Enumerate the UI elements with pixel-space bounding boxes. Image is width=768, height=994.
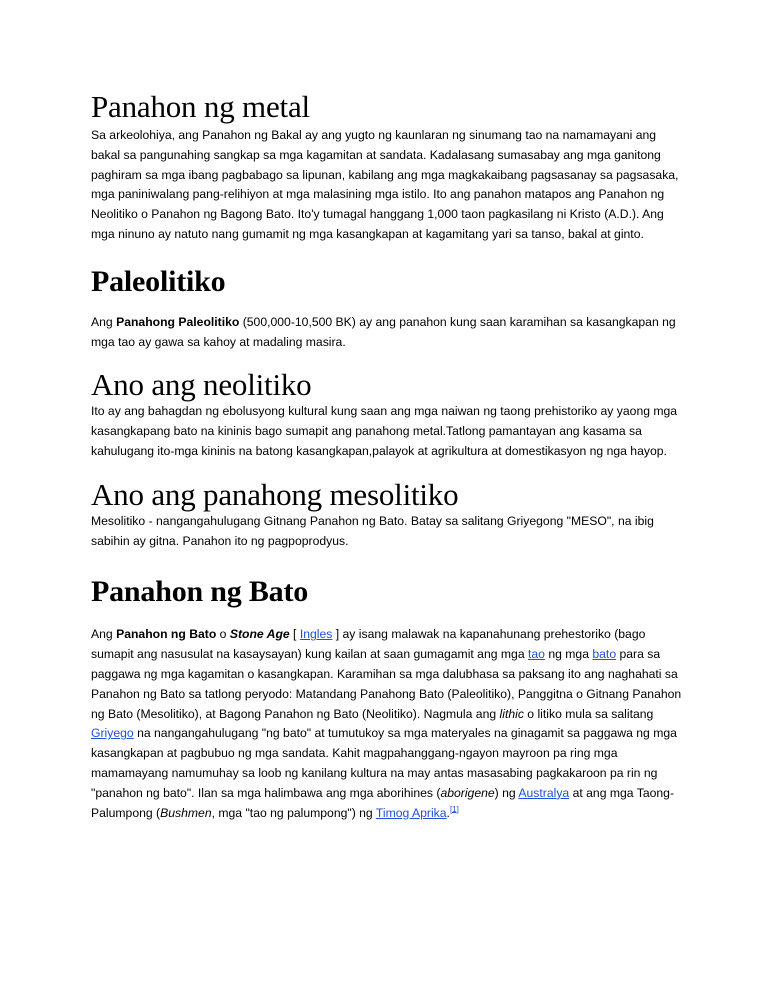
link-tao[interactable]: tao xyxy=(527,647,545,662)
text-span: . xyxy=(446,805,450,820)
paragraph-neolitiko: Ito ay ang bahagdan ng ebolusyong kultural kung saan ang mga naiwan ng taong prehistoriko ay yaong mga kasangkapang bato na kininis bago sumapit ang panahong metal.Tatlong pamantayan ang kasama sa kahulugang ito-mga kininis na batong kasangkapan,palayok at agrikultura at domestikasyon ng nga hayop. xyxy=(91,404,678,458)
bold-term-panahong-paleolitiko: Panahong Paleolitiko xyxy=(116,314,240,329)
text-span: ) ng xyxy=(494,785,519,800)
document-page xyxy=(91,88,685,823)
heading-ano-ang-panahong-mesolitiko: Ano ang panahong mesolitiko xyxy=(91,476,459,512)
paragraph-panahon-ng-bato xyxy=(91,625,685,823)
link-bato[interactable]: bato xyxy=(592,647,617,662)
text-span: ] ay isang malawak na kapanahunang prehestoriko (bago sumapit ang nasusulat na kasaysayan) kung kailan at saan gumagamit ang mga xyxy=(91,627,646,662)
text-span: Ang xyxy=(91,627,117,642)
heading-paleolitiko: Paleolitiko xyxy=(91,264,226,298)
bold-italic-stone-age: Stone Age xyxy=(229,627,290,642)
italic-aborigene: aborigene xyxy=(440,785,495,800)
paragraph-paleolitiko xyxy=(91,313,685,353)
text-span: at ang mga Taong-Palumpong ( xyxy=(91,785,674,820)
link-griyego[interactable]: Griyego xyxy=(91,726,134,741)
link-ingles[interactable]: Ingles xyxy=(299,627,333,642)
heading-panahon-ng-metal: Panahon ng metal xyxy=(91,89,310,124)
bold-term-panahon-ng-bato: Panahon ng Bato xyxy=(116,627,217,642)
italic-lithic: lithic xyxy=(499,706,524,721)
text-span: o litiko mula sa salitang xyxy=(523,706,654,721)
text-span: o xyxy=(216,627,230,642)
paragraph-panahon-ng-metal: Sa arkeolohiya, ang Panahon ng Bakal ay ang yugto ng kaunlaran ng sinumang tao na namamayani ang bakal sa pangunahing sangkap sa mga kagamitan at sandata. Kadalasang sumasabay ang mga ganitong paghiram sa mga ibang pagbabago sa lipunan, kabilang ang mga magkakaibang pagsasanay sa pagsasaka, mga paniniwalang pang-relihiyon at mga malasining mga istilo. Ito ang panahon matapos ang Panahon ng Neolitiko o Panahon ng Bagong Bato. Ito'y tumagal hanggang 1,000 taon pagkasilang ni Kristo (A.D.). Ang mga ninuno ay natuto nang gumamit ng mga kasangkapan at kagamitang yari sa tanso, bakal at ginto. xyxy=(91,128,679,241)
text-span: , mga "tao ng palumpong") ng xyxy=(211,805,376,820)
text-span: Ang xyxy=(91,314,117,329)
text-span: ng mga xyxy=(544,647,593,662)
text-span: na nangangahulugang "ng bato" at tumutukoy sa mga materyales na ginagamit sa paggawa ng mga kasangkapan at pagbubuo ng mga sandata. Kahit magpahanggang-ngayon mayroon pa ring mga mamamayang namumuhay sa loob ng kanilang kultura na may antas masasabing pagkakaroon pa rin ng "panahon ng bato". Ilan sa mga halimbawa ang mga aborihines ( xyxy=(91,726,677,800)
heading-panahon-ng-bato: Panahon ng Bato xyxy=(91,575,309,609)
text-span: [ xyxy=(289,627,300,642)
footnote-link-1[interactable]: [1] xyxy=(449,804,459,814)
heading-ano-ang-neolitiko: Ano ang neolitiko xyxy=(91,367,312,403)
paragraph-mesolitiko: Mesolitiko - nangangahulugang Gitnang Panahon ng Bato. Batay sa salitang Griyegong "MESO", na ibig sabihin ay gitna. Panahon ito ng pagpoprodyus. xyxy=(91,513,654,548)
link-australya[interactable]: Australya xyxy=(518,785,570,800)
text-span: (500,000-10,500 BK) ay ang panahon kung saan karamihan sa kasangkapan ng mga tao ay gawa sa kahoy at madaling masira. xyxy=(91,314,676,349)
link-timog-aprika[interactable]: Timog Aprika xyxy=(375,805,447,820)
text-span: para sa paggawa ng mga kagamitan o kasangkapan. Karamihan sa mga dalubhasa sa paksang ito ang naghahati sa Panahon ng Bato sa tatlong peryodo: Matandang Panahong Bato (Paleolitiko), Panggitna o Gitnang Panahon ng Bato (Mesolitiko), at Bagong Panahon ng Bato (Neolitiko). Nagmula ang xyxy=(91,647,682,721)
italic-bushmen: Bushmen xyxy=(160,805,212,820)
